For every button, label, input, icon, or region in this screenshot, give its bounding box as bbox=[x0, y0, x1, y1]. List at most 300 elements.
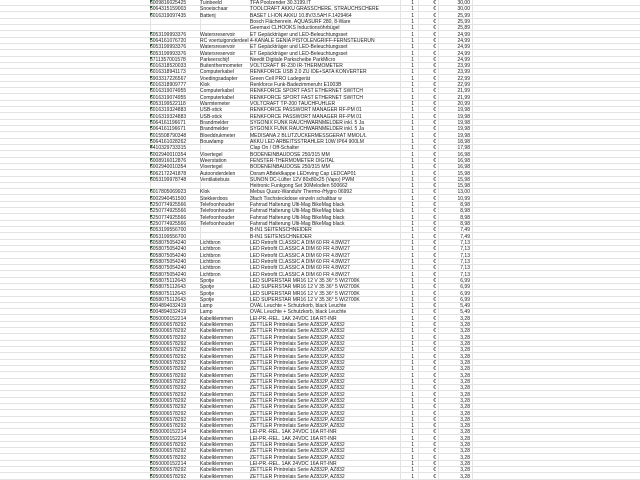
currency-cell[interactable]: € bbox=[433, 423, 436, 430]
quantity-cell[interactable]: 1 bbox=[411, 404, 414, 411]
ean-code-cell[interactable] bbox=[150, 25, 200, 31]
quantity-cell[interactable]: 1 bbox=[411, 151, 414, 158]
category-cell[interactable]: Kabelklemmen bbox=[200, 397, 234, 404]
table-row[interactable] bbox=[0, 341, 640, 347]
category-cell[interactable]: Kabelklemmen bbox=[200, 410, 234, 417]
description-cell[interactable]: LED Retrofit CLASSIC A DIM 60 FR 4.8W/27 bbox=[250, 265, 350, 272]
ean-code-cell[interactable]: 5050006578292 bbox=[150, 454, 187, 461]
currency-cell[interactable]: € bbox=[433, 88, 436, 95]
category-cell[interactable]: Lichtbron bbox=[200, 252, 221, 259]
price-cell[interactable]: 3,28 bbox=[460, 391, 470, 398]
quantity-cell[interactable]: 1 bbox=[411, 435, 414, 442]
table-row[interactable] bbox=[0, 297, 640, 303]
currency-cell[interactable]: € bbox=[433, 410, 436, 417]
ean-code-cell[interactable]: 5050006578292 bbox=[150, 410, 187, 417]
price-cell[interactable]: 24,99 bbox=[457, 56, 470, 63]
currency-cell[interactable]: € bbox=[433, 25, 436, 32]
price-cell[interactable]: 13,00 bbox=[457, 189, 470, 196]
quantity-cell[interactable]: 1 bbox=[411, 391, 414, 398]
price-cell[interactable]: 5,49 bbox=[460, 309, 470, 316]
quantity-cell[interactable]: 1 bbox=[411, 0, 414, 6]
table-row[interactable] bbox=[0, 398, 640, 404]
table-row[interactable] bbox=[0, 19, 640, 25]
description-cell[interactable]: RENKFORCE PASSWORT MANAGER RF-PM 01 bbox=[250, 113, 362, 120]
quantity-cell[interactable]: 1 bbox=[411, 145, 414, 152]
table-row[interactable] bbox=[0, 215, 640, 221]
table-row[interactable] bbox=[0, 171, 640, 177]
price-cell[interactable]: 19,98 bbox=[457, 120, 470, 126]
description-cell[interactable]: 3fach Tischsteckdose einzeln schaltbar w bbox=[250, 195, 342, 202]
quantity-cell[interactable]: 1 bbox=[411, 448, 414, 455]
category-cell[interactable]: Computerkabel bbox=[200, 88, 234, 95]
currency-cell[interactable]: € bbox=[433, 208, 436, 215]
price-cell[interactable]: 7,13 bbox=[460, 265, 470, 272]
ean-code-cell[interactable]: 6009816025425 bbox=[150, 0, 187, 6]
currency-cell[interactable]: € bbox=[433, 347, 436, 354]
price-cell[interactable]: 7,49 bbox=[460, 227, 470, 234]
table-row[interactable] bbox=[0, 69, 640, 75]
category-cell[interactable]: Kabelklemmen bbox=[200, 372, 234, 379]
currency-cell[interactable]: € bbox=[433, 221, 436, 228]
category-cell[interactable]: Kabelklemmen bbox=[200, 378, 234, 385]
category-cell[interactable]: Vloertegel bbox=[200, 164, 223, 171]
ean-code-cell[interactable]: 5050006578292 bbox=[150, 404, 187, 411]
price-cell[interactable]: 18,98 bbox=[457, 138, 470, 145]
ean-code-cell[interactable]: 6002940010354 bbox=[150, 164, 187, 171]
quantity-cell[interactable]: 1 bbox=[411, 309, 414, 316]
description-cell[interactable]: ZETTLER Printrelais Serie AZ832P, AZ832 bbox=[250, 410, 345, 417]
price-cell[interactable]: 3,28 bbox=[460, 397, 470, 404]
quantity-cell[interactable]: 1 bbox=[411, 75, 414, 82]
quantity-cell[interactable]: 1 bbox=[411, 120, 414, 126]
description-cell[interactable]: SYGONIX FUNK RAUCHWARNMELDER inkl. 5 Ja bbox=[250, 126, 364, 133]
price-cell[interactable]: 24,99 bbox=[457, 50, 470, 57]
table-row[interactable] bbox=[0, 360, 640, 366]
description-cell[interactable]: Green Cell PRO Ladegerät bbox=[250, 75, 311, 82]
category-cell[interactable]: Watersreservoir bbox=[200, 44, 236, 51]
table-row[interactable] bbox=[0, 88, 640, 94]
currency-cell[interactable]: € bbox=[433, 195, 436, 202]
price-cell[interactable]: 3,28 bbox=[460, 328, 470, 335]
description-cell[interactable]: 4-KANÄLE GENIA PISTOLENGRIFF-FERNSTEUERUN bbox=[250, 37, 375, 44]
category-cell[interactable]: Kabelklemmen bbox=[200, 391, 234, 398]
category-cell[interactable]: Bouwlamp bbox=[200, 138, 224, 145]
table-row[interactable] bbox=[0, 474, 640, 480]
quantity-cell[interactable]: 1 bbox=[411, 258, 414, 265]
category-cell[interactable]: Kabelklemmen bbox=[200, 448, 234, 455]
description-cell[interactable]: ZETTLER Printrelais Serie AZ832P, AZ832 bbox=[250, 454, 345, 461]
category-cell[interactable] bbox=[200, 227, 250, 233]
ean-code-cell[interactable]: 5064315159003 bbox=[150, 6, 187, 13]
table-row[interactable] bbox=[0, 196, 640, 202]
ean-code-cell[interactable]: 5050006578292 bbox=[150, 334, 187, 341]
category-cell[interactable]: Computerkabel bbox=[200, 69, 234, 76]
ean-code-cell[interactable]: 5711357001578 bbox=[150, 56, 186, 63]
quantity-cell[interactable]: 1 bbox=[411, 56, 414, 63]
currency-cell[interactable]: € bbox=[433, 164, 436, 171]
description-cell[interactable]: BASET LI-ION AKKU 10.8V/3.5AH F.1429464 bbox=[250, 12, 352, 19]
currency-cell[interactable]: € bbox=[433, 429, 436, 436]
description-cell[interactable]: LEI-PR.-REL. 1AK 24VDC 16A RT-INR bbox=[250, 435, 337, 442]
ean-code-cell[interactable]: 5050006578292 bbox=[150, 366, 187, 373]
table-row[interactable] bbox=[0, 76, 640, 82]
currency-cell[interactable]: € bbox=[433, 366, 436, 373]
description-cell[interactable]: TFA Poolzender 30.3199.IT bbox=[250, 0, 311, 6]
table-row[interactable] bbox=[0, 309, 640, 315]
category-cell[interactable]: Vloertegel bbox=[200, 151, 223, 158]
description-cell[interactable]: Fahrrad Halterung Ulti-Mag BikeMag black bbox=[250, 208, 345, 215]
ean-code-cell[interactable]: 6017805069923 bbox=[150, 189, 187, 196]
ean-code-cell[interactable]: 6053199522118 bbox=[150, 101, 186, 108]
currency-cell[interactable]: € bbox=[433, 82, 436, 89]
currency-cell[interactable]: € bbox=[433, 233, 436, 240]
table-row[interactable] bbox=[0, 265, 640, 271]
currency-cell[interactable]: € bbox=[433, 202, 436, 209]
description-cell[interactable]: ZETTLER Printrelais Serie AZ832P, AZ832 bbox=[250, 448, 345, 455]
table-row[interactable] bbox=[0, 423, 640, 429]
category-cell[interactable]: Klok bbox=[200, 82, 210, 89]
quantity-cell[interactable]: 1 bbox=[411, 290, 414, 297]
ean-code-cell[interactable]: 6058075112643 bbox=[150, 277, 186, 284]
currency-cell[interactable]: € bbox=[433, 258, 436, 265]
description-cell[interactable]: RENKFORCE SPORT FAST ETHERNET SWITCH bbox=[250, 94, 363, 101]
table-row[interactable] bbox=[0, 221, 640, 227]
table-row[interactable] bbox=[0, 303, 640, 309]
currency-cell[interactable]: € bbox=[433, 360, 436, 366]
description-cell[interactable]: B-IN1 SEITENSCHNEIDER bbox=[250, 233, 312, 240]
price-cell[interactable]: 6,99 bbox=[460, 296, 470, 303]
table-row[interactable] bbox=[0, 429, 640, 435]
table-row[interactable] bbox=[0, 82, 640, 88]
quantity-cell[interactable]: 1 bbox=[411, 372, 414, 379]
quantity-cell[interactable]: 1 bbox=[411, 63, 414, 70]
price-cell[interactable]: 24,99 bbox=[457, 31, 470, 38]
ean-code-cell[interactable]: 6058075054240 bbox=[150, 258, 187, 265]
ean-code-cell[interactable]: 6058075054240 bbox=[150, 252, 187, 259]
price-cell[interactable]: 3,28 bbox=[460, 429, 470, 436]
currency-cell[interactable]: € bbox=[433, 435, 436, 442]
price-cell[interactable]: 6,99 bbox=[460, 290, 470, 297]
price-cell[interactable]: 24,99 bbox=[457, 37, 470, 44]
price-cell[interactable]: 15,98 bbox=[457, 183, 470, 190]
quantity-cell[interactable]: 1 bbox=[411, 101, 414, 108]
category-cell[interactable]: Brandmelder bbox=[200, 126, 229, 133]
quantity-cell[interactable]: 1 bbox=[411, 366, 414, 373]
description-cell[interactable]: ZETTLER Printrelais Serie AZ832P, AZ832 bbox=[250, 442, 345, 449]
price-cell[interactable]: 7,49 bbox=[460, 233, 470, 240]
table-row[interactable] bbox=[0, 240, 640, 246]
ean-code-cell[interactable]: 5050006578292 bbox=[150, 442, 187, 449]
description-cell[interactable]: LEI-PR.-REL. 1AK 24VDC 16A RT-INR bbox=[250, 315, 337, 322]
quantity-cell[interactable]: 1 bbox=[411, 442, 414, 449]
quantity-cell[interactable]: 1 bbox=[411, 31, 414, 38]
currency-cell[interactable]: € bbox=[433, 277, 436, 284]
table-row[interactable] bbox=[0, 291, 640, 297]
price-cell[interactable]: 7,13 bbox=[460, 246, 470, 253]
description-cell[interactable]: ZETTLER Printrelais Serie AZ832P, AZ832 bbox=[250, 347, 345, 354]
currency-cell[interactable]: € bbox=[433, 271, 436, 278]
category-cell[interactable]: RC voertuigonderdeel bbox=[200, 37, 249, 44]
category-cell[interactable]: Weerstation bbox=[200, 157, 227, 164]
table-row[interactable] bbox=[0, 32, 640, 38]
price-cell[interactable]: 7,13 bbox=[460, 271, 470, 278]
table-row[interactable] bbox=[0, 227, 640, 233]
category-cell[interactable]: Voedingsadapter bbox=[200, 75, 238, 82]
table-row[interactable] bbox=[0, 461, 640, 467]
quantity-cell[interactable]: 1 bbox=[411, 246, 414, 253]
quantity-cell[interactable]: 1 bbox=[411, 284, 414, 291]
price-cell[interactable]: 7,13 bbox=[460, 258, 470, 265]
quantity-cell[interactable]: 1 bbox=[411, 126, 414, 133]
ean-code-cell[interactable]: 5903317226567 bbox=[150, 75, 187, 82]
ean-code-cell[interactable]: 5050006578292 bbox=[150, 378, 187, 385]
category-cell[interactable]: Lichtbron bbox=[200, 258, 221, 265]
ean-code-cell[interactable]: 6053199993376 bbox=[150, 50, 187, 57]
currency-cell[interactable]: € bbox=[433, 442, 436, 449]
table-row[interactable] bbox=[0, 366, 640, 372]
category-cell[interactable]: Kabelklemmen bbox=[200, 442, 234, 449]
price-cell[interactable]: 21,99 bbox=[457, 88, 470, 95]
table-row[interactable] bbox=[0, 51, 640, 57]
price-cell[interactable]: 19,98 bbox=[457, 132, 470, 139]
category-cell[interactable]: Telefoonhouder bbox=[200, 221, 235, 228]
quantity-cell[interactable]: 1 bbox=[411, 132, 414, 139]
description-cell[interactable]: ZETTLER Printrelais Serie AZ832P, AZ832 bbox=[250, 378, 345, 385]
table-row[interactable] bbox=[0, 259, 640, 265]
ean-code-cell[interactable]: 5050006578292 bbox=[150, 322, 187, 329]
quantity-cell[interactable]: 1 bbox=[411, 240, 414, 246]
price-cell[interactable]: 16,98 bbox=[457, 164, 470, 171]
price-cell[interactable]: 25,99 bbox=[457, 12, 470, 19]
description-cell[interactable]: Needit Digitale Parkscheibe ParkMicro bbox=[250, 56, 336, 63]
price-cell[interactable]: 7,13 bbox=[460, 240, 470, 246]
quantity-cell[interactable]: 1 bbox=[411, 113, 414, 120]
currency-cell[interactable]: € bbox=[433, 353, 436, 360]
table-row[interactable] bbox=[0, 63, 640, 69]
price-cell[interactable]: 16,98 bbox=[457, 157, 470, 164]
quantity-cell[interactable]: 1 bbox=[411, 233, 414, 240]
table-row[interactable] bbox=[0, 347, 640, 353]
table-row[interactable] bbox=[0, 120, 640, 126]
price-cell[interactable]: 8,98 bbox=[460, 221, 470, 228]
quantity-cell[interactable]: 1 bbox=[411, 6, 414, 13]
ean-code-cell[interactable]: 5050006578292 bbox=[150, 391, 187, 398]
description-cell[interactable]: Geemaxi CLHOOKS Inductionsöhrbügel bbox=[250, 25, 340, 32]
table-row[interactable] bbox=[0, 152, 640, 158]
currency-cell[interactable]: € bbox=[433, 328, 436, 335]
quantity-cell[interactable]: 1 bbox=[411, 189, 414, 196]
currency-cell[interactable]: € bbox=[433, 183, 436, 190]
table-row[interactable] bbox=[0, 13, 640, 19]
category-cell[interactable]: USB-stick bbox=[200, 113, 222, 120]
currency-cell[interactable]: € bbox=[433, 113, 436, 120]
quantity-cell[interactable]: 1 bbox=[411, 50, 414, 57]
ean-code-cell[interactable]: 6053199556700 bbox=[150, 233, 187, 240]
category-cell[interactable]: USB-stick bbox=[200, 107, 222, 114]
currency-cell[interactable]: € bbox=[433, 385, 436, 392]
category-cell[interactable]: Kabelklemmen bbox=[200, 341, 234, 348]
category-cell[interactable]: Kabelklemmen bbox=[200, 454, 234, 461]
ean-code-cell[interactable]: 5050006578292 bbox=[150, 328, 187, 335]
ean-code-cell[interactable]: 6016319324883 bbox=[150, 113, 187, 120]
currency-cell[interactable]: € bbox=[433, 334, 436, 341]
description-cell[interactable]: BODENEINBAUDOSE 250/315 MM bbox=[250, 164, 330, 171]
ean-code-cell[interactable]: 5064161196671 bbox=[150, 120, 186, 126]
category-cell[interactable]: Kabelklemmen bbox=[200, 467, 234, 474]
ean-code-cell[interactable]: 6058075054240 bbox=[150, 265, 187, 272]
currency-cell[interactable]: € bbox=[433, 69, 436, 76]
table-row[interactable] bbox=[0, 189, 640, 195]
table-row[interactable] bbox=[0, 139, 640, 145]
currency-cell[interactable]: € bbox=[433, 391, 436, 398]
quantity-cell[interactable]: 1 bbox=[411, 170, 414, 177]
category-cell[interactable]: Telefoonhouder bbox=[200, 214, 235, 221]
table-row[interactable] bbox=[0, 6, 640, 12]
price-cell[interactable]: 21,99 bbox=[457, 94, 470, 101]
description-cell[interactable]: LED Retrofit CLASSIC A DIM 60 FR 4.8W/27 bbox=[250, 246, 350, 253]
currency-cell[interactable]: € bbox=[433, 120, 436, 126]
currency-cell[interactable]: € bbox=[433, 284, 436, 291]
price-cell[interactable]: 30,00 bbox=[457, 6, 470, 13]
description-cell[interactable]: LED SUPERSTAR MR16 12 V 35 36° 5 W/2700K bbox=[250, 290, 360, 297]
category-cell[interactable] bbox=[200, 183, 250, 189]
category-cell[interactable]: Snoeischaar bbox=[200, 6, 228, 13]
table-row[interactable] bbox=[0, 448, 640, 454]
quantity-cell[interactable]: 1 bbox=[411, 208, 414, 215]
ean-code-cell[interactable]: 5064161076720 bbox=[150, 37, 187, 44]
quantity-cell[interactable]: 1 bbox=[411, 18, 414, 25]
currency-cell[interactable]: € bbox=[433, 404, 436, 411]
price-cell[interactable]: 5,49 bbox=[460, 303, 470, 310]
ean-code-cell[interactable]: 5050006578292 bbox=[150, 385, 187, 392]
table-row[interactable] bbox=[0, 455, 640, 461]
category-cell[interactable]: Stekkerdoos bbox=[200, 195, 228, 202]
category-cell[interactable]: Lichtbron bbox=[200, 265, 221, 272]
ean-code-cell[interactable]: 6058075112643 bbox=[150, 290, 186, 297]
table-row[interactable] bbox=[0, 253, 640, 259]
quantity-cell[interactable]: 1 bbox=[411, 328, 414, 335]
currency-cell[interactable]: € bbox=[433, 322, 436, 329]
currency-cell[interactable]: € bbox=[433, 44, 436, 51]
ean-code-cell[interactable]: 5050006578292 bbox=[150, 473, 187, 480]
ean-code-cell[interactable]: 6016318909777 bbox=[150, 82, 187, 89]
table-row[interactable] bbox=[0, 404, 640, 410]
price-cell[interactable]: 3,28 bbox=[460, 473, 470, 480]
ean-code-cell[interactable]: 6015508790348 bbox=[150, 132, 187, 139]
price-cell[interactable]: 25,89 bbox=[457, 25, 470, 32]
table-row[interactable] bbox=[0, 417, 640, 423]
description-cell[interactable]: OVAL Leuchte + Schutzkorb, black Leuchte bbox=[250, 309, 347, 316]
price-cell[interactable]: 23,99 bbox=[457, 63, 470, 70]
table-row[interactable] bbox=[0, 392, 640, 398]
ean-code-cell[interactable]: 6058075054240 bbox=[150, 246, 187, 253]
quantity-cell[interactable]: 1 bbox=[411, 107, 414, 114]
price-cell[interactable]: 3,28 bbox=[460, 366, 470, 373]
category-cell[interactable]: Lichtbron bbox=[200, 271, 221, 278]
description-cell[interactable]: ZETTLER Printrelais Serie AZ832P, AZ832 bbox=[250, 391, 345, 398]
ean-code-cell[interactable]: 6016318941173 bbox=[150, 69, 186, 76]
description-cell[interactable]: ZETTLER Printrelais Serie AZ832P, AZ832 bbox=[250, 366, 345, 373]
table-row[interactable] bbox=[0, 25, 640, 31]
description-cell[interactable]: Bosch Flächenrein. AQUASURF 280, 8-Ware bbox=[250, 18, 351, 25]
category-cell[interactable]: Klok bbox=[200, 189, 210, 196]
category-cell[interactable]: Tuinbeeld bbox=[200, 0, 222, 6]
description-cell[interactable]: ZETTLER Printrelais Serie AZ832P, AZ832 bbox=[250, 467, 345, 474]
category-cell[interactable]: Kabelklemmen bbox=[200, 322, 234, 329]
price-cell[interactable]: 3,28 bbox=[460, 404, 470, 411]
currency-cell[interactable]: € bbox=[433, 12, 436, 19]
table-row[interactable] bbox=[0, 158, 640, 164]
quantity-cell[interactable]: 1 bbox=[411, 423, 414, 430]
currency-cell[interactable]: € bbox=[433, 265, 436, 272]
price-cell[interactable]: 30,00 bbox=[457, 0, 470, 6]
description-cell[interactable]: Fahrrad Halterung Ulti-Mag BikeMag black bbox=[250, 214, 345, 221]
ean-code-cell[interactable]: 6058075054240 bbox=[150, 271, 187, 278]
description-cell[interactable]: LED Retrofit CLASSIC A DIM 60 FR 4.8W/27 bbox=[250, 252, 350, 259]
ean-code-cell[interactable]: 5050006578292 bbox=[150, 372, 187, 379]
currency-cell[interactable]: € bbox=[433, 303, 436, 310]
quantity-cell[interactable]: 1 bbox=[411, 277, 414, 284]
ean-code-cell[interactable]: 6016319074955 bbox=[150, 94, 187, 101]
table-row[interactable] bbox=[0, 316, 640, 322]
ean-code-cell[interactable]: 5050006578292 bbox=[150, 467, 187, 474]
category-cell[interactable]: Spotje bbox=[200, 284, 215, 291]
category-cell[interactable]: Lichtbron bbox=[200, 246, 221, 253]
price-cell[interactable]: 3,28 bbox=[460, 360, 470, 366]
currency-cell[interactable]: € bbox=[433, 227, 436, 234]
currency-cell[interactable]: € bbox=[433, 94, 436, 101]
description-cell[interactable]: ET Gepäckträger und LED-Beleuchtungsset bbox=[250, 50, 348, 57]
price-cell[interactable]: 3,28 bbox=[460, 378, 470, 385]
quantity-cell[interactable]: 1 bbox=[411, 271, 414, 278]
description-cell[interactable]: Fahrrad Halterung Ulti-Mag BikeMag black bbox=[250, 202, 345, 209]
currency-cell[interactable]: € bbox=[433, 315, 436, 322]
quantity-cell[interactable]: 1 bbox=[411, 410, 414, 417]
description-cell[interactable]: LED Retrofit CLASSIC A DIM 60 FR 4.8W/27 bbox=[250, 240, 350, 246]
price-cell[interactable]: 8,98 bbox=[460, 202, 470, 209]
currency-cell[interactable]: € bbox=[433, 214, 436, 221]
description-cell[interactable]: ZETTLER Printrelais Serie AZ832P, AZ832 bbox=[250, 473, 345, 480]
currency-cell[interactable]: € bbox=[433, 56, 436, 63]
ean-code-cell[interactable]: 5064161196671 bbox=[150, 126, 186, 133]
currency-cell[interactable]: € bbox=[433, 309, 436, 316]
table-row[interactable] bbox=[0, 114, 640, 120]
currency-cell[interactable]: € bbox=[433, 473, 436, 480]
description-cell[interactable]: Mebus Quarz-Wanduhr Thermo-/Hygro 06992 bbox=[250, 189, 352, 196]
ean-code-cell[interactable]: 5050006578292 bbox=[150, 397, 187, 404]
currency-cell[interactable]: € bbox=[433, 132, 436, 139]
ean-code-cell[interactable]: 6016318520033 bbox=[150, 63, 187, 70]
description-cell[interactable]: ZETTLER Printrelais Serie AZ832P, AZ832 bbox=[250, 397, 345, 404]
ean-code-cell[interactable]: 5050006578292 bbox=[150, 423, 187, 430]
ean-code-cell[interactable]: 5250774925566 bbox=[150, 202, 187, 209]
description-cell[interactable]: RENKFORCE PASSWORT MANAGER RF-PM 01 bbox=[250, 107, 362, 114]
currency-cell[interactable]: € bbox=[433, 126, 436, 133]
quantity-cell[interactable]: 1 bbox=[411, 385, 414, 392]
category-cell[interactable]: Kabelklemmen bbox=[200, 461, 234, 468]
price-cell[interactable]: 3,28 bbox=[460, 372, 470, 379]
description-cell[interactable]: ZETTLER Printrelais Serie AZ832P, AZ832 bbox=[250, 341, 345, 348]
quantity-cell[interactable]: 1 bbox=[411, 157, 414, 164]
currency-cell[interactable]: € bbox=[433, 378, 436, 385]
category-cell[interactable]: Kabelklemmen bbox=[200, 385, 234, 392]
quantity-cell[interactable]: 1 bbox=[411, 378, 414, 385]
ean-code-cell[interactable]: 6058075112643 bbox=[150, 284, 186, 291]
table-row[interactable] bbox=[0, 379, 640, 385]
currency-cell[interactable]: € bbox=[433, 145, 436, 152]
category-cell[interactable] bbox=[200, 19, 250, 25]
currency-cell[interactable]: € bbox=[433, 63, 436, 70]
